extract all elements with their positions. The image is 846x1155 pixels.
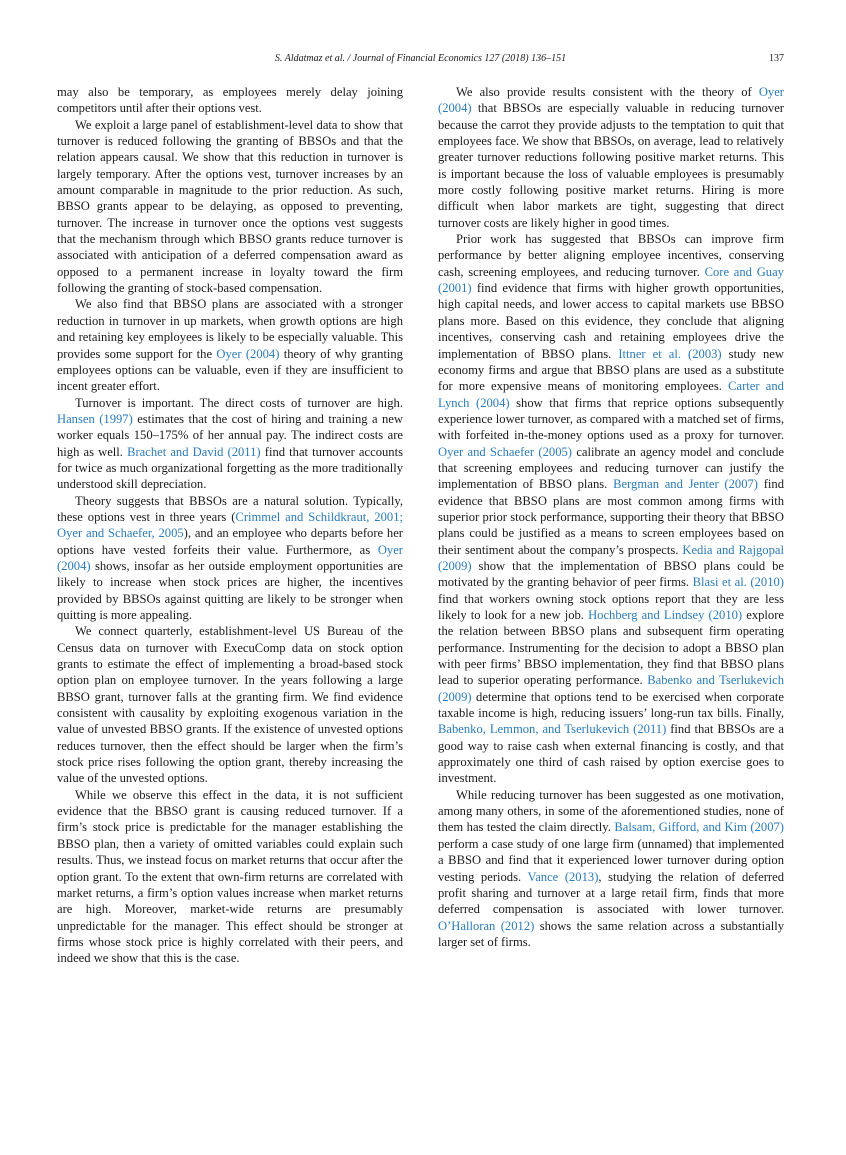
body-text: show that the implementation of BBSO plans could be motivated by the granting behavior of peer firms.: [438, 558, 784, 590]
body-text: find that workers owning stock options report that they are less likely to look for a new job.: [438, 591, 784, 622]
body-text: shows the same relation across a substantially larger set of firms.: [438, 918, 785, 949]
citation-link[interactable]: Carter and Lynch (2004): [438, 379, 784, 410]
body-text: find evidence that BBSO plans are most common among firms with superior prior stock performance, supporting their theory that BBSO plans could be justified as a means to screen employees based on their sentiment about the company’s prospects.: [438, 477, 785, 557]
right-column: [438, 84, 784, 950]
body-text: We also provide results consistent with the theory of: [456, 85, 759, 99]
body-text: shows, insofar as her outside employment opportunities are likely to increase when stock prices are higher, the incentives provided by BBSOs against quitting are likely to be stronger when quitting is more appealing.: [57, 558, 403, 622]
body-text: find that turnover accounts for twice as much organizational forgetting as the more traditionally understood skill depreciation.: [57, 444, 403, 492]
body-text: We also find that BBSO plans are associated with a stronger reduction in turnover in up markets, when growth options are high and retaining key employees is likely to be especially valuable. This provides some support for the: [57, 297, 403, 361]
body-text: , studying the relation of deferred profit sharing and turnover at a large retail firm, finds that more deferred compensation is associated with lower turnover.: [438, 869, 785, 917]
body-text: find that BBSOs are a good way to raise cash when external financing is costly, and that approximately one third of cash raised by option exercise goes to investment.: [438, 722, 784, 786]
citation-link[interactable]: Hochberg and Lindsey (2010): [588, 608, 743, 622]
citation-link[interactable]: Oyer (2004): [438, 85, 784, 116]
body-text: While we observe this effect in the data, it is not sufficient evidence that the BBSO grant is causing reduced turnover. If a firm’s stock price is predictable for the manager establishing the BBSO plan, then a variety of omitted variables could explain such results. Thus, we instead focus on market returns that occur after the option grant. To the extent that own-firm returns are correlated with market returns, a firm’s option values increase when market returns are high. Moreover, market-wide returns are presumably unpredictable for the manager. This effect should be stronger at firms whose stock price is highly correlated with their peers, and indeed we show that this is the case.: [57, 787, 403, 966]
citation-link[interactable]: O’Halloran (2012): [438, 918, 535, 933]
paragraph: [57, 493, 403, 624]
paragraph: [57, 395, 403, 493]
citation-link[interactable]: Kedia and Rajgopal (2009): [438, 542, 784, 573]
body-text: We connect quarterly, establishment-level US Bureau of the Census data on turnover with ExecuComp data on stock option grants to estimate the effect of implementing a broad-based stock option plan on employee turnover. In the years following a large BBSO grant, turnover falls at the granting firm. We find evidence consistent with causality by exploiting exogenous variation in the value of unvested BBSO grants. If the existence of unvested options reduces turnover, then the effect should be larger when the firm’s stock price rises following the option grant, thereby increasing the value of the unvested options.: [57, 624, 403, 786]
citation-link[interactable]: Oyer (2004): [57, 542, 403, 573]
body-text: determine that options tend to be exercised when corporate taxable income is high, reducing issuers’ long-run tax bills. Finally,: [438, 689, 784, 721]
body-text: Theory suggests that BBSOs are a natural solution. Typically, these options vest in three years (: [57, 493, 403, 524]
citation-link[interactable]: Vance (2013): [527, 869, 599, 884]
citation-link[interactable]: Hansen (1997): [57, 411, 133, 426]
citation-link[interactable]: Core and Guay (2001): [438, 264, 784, 296]
page-number: 137: [769, 53, 784, 64]
citation-link[interactable]: Ittner et al. (2003): [618, 346, 722, 361]
body-text: may also be temporary, as employees merely delay joining competitors until after their options vest.: [57, 85, 403, 116]
body-text: Prior work has suggested that BBSOs can improve firm performance by better aligning employee incentives, conserving cash, screening employees, and reducing turnover.: [438, 232, 784, 279]
body-text: that BBSOs are especially valuable in reducing turnover because the carrot they provide adjusts to the temptation to quit that employees face. We show that BBSOs, on average, lead to relatively greater turnover reductions following positive market returns. This is important because the loss of valuable employees is presumably more costly following positive market returns. Hiring is more difficult when labor markets are tight, suggesting that direct turnover costs are likely higher in good times.: [438, 101, 784, 230]
body-text: estimates that the cost of hiring and training a new worker equals 150–175% of her annual pay. The indirect costs are high as well.: [57, 411, 403, 459]
running-header: [57, 53, 784, 69]
paragraph: [57, 623, 403, 786]
citation-link[interactable]: Oyer (2004): [216, 346, 280, 361]
paragraph: [438, 84, 784, 231]
citation-link[interactable]: Crimmel and Schildkraut, 2001; Oyer and Schaefer, 2005: [57, 509, 403, 541]
paragraph: [438, 787, 784, 950]
citation-link[interactable]: Bergman and Jenter (2007): [613, 477, 758, 492]
paragraph: [57, 787, 403, 967]
paragraph: [57, 84, 403, 117]
body-text: theory of why granting employees options can be valuable, even if they are insufficient to incent greater effort.: [57, 346, 403, 394]
paragraph: [438, 231, 784, 787]
body-text: Turnover is important. The direct costs of turnover are high.: [75, 395, 403, 410]
paragraph: [57, 296, 403, 394]
citation-link[interactable]: Brachet and David (2011): [127, 444, 261, 459]
citation-link[interactable]: Balsam, Gifford, and Kim (2007): [614, 820, 784, 835]
body-text: We exploit a large panel of establishment-level data to show that turnover is reduced following the granting of BBSOs and that the relation appears causal. We show that this reduction in turnover is largely temporary. After the options vest, turnover increases by an amount comparable in magnitude to the prior reduction. As such, BBSO grants appear to be delaying, as opposed to preventing, turnover. The increase in turnover once the options vest suggests that the mechanism through which BBSO grants reduce turnover is associated with anticipation of a deferred compensation award as opposed to a permanent increase in loyalty toward the firm following the granting of stock-based compensation.: [57, 117, 403, 296]
body-text: calibrate an agency model and conclude that screening employees and reducing turnover can justify the implementation of BBSO plans.: [438, 444, 784, 492]
citation-link[interactable]: Blasi et al. (2010): [692, 575, 784, 590]
left-column: [57, 84, 403, 967]
body-text: study new economy firms and argue that BBSO plans are used as a substitute for more expensive means of monitoring employees.: [438, 346, 784, 394]
body-text: While reducing turnover has been suggested as one motivation, among many others, in some of the aforementioned studies, none of them has tested the claim directly.: [438, 787, 784, 835]
citation-link[interactable]: Oyer and Schaefer (2005): [438, 444, 572, 459]
body-text: explore the relation between BBSO plans and subsequent firm operating performance. Instrumenting for the decision to adopt a BBSO plan with peer firms’ BBSO implementation, they find that BBSO plans lead to superior operating performance.: [438, 608, 784, 688]
paragraph: [57, 117, 403, 297]
body-text: perform a case study of one large firm (unnamed) that implemented a BBSO and find that it experienced lower turnover during option vesting periods.: [438, 836, 784, 884]
citation-link[interactable]: Babenko, Lemmon, and Tserlukevich (2011): [438, 722, 667, 737]
body-text: find evidence that firms with higher growth opportunities, high capital needs, and lower access to capital markets use BBSO plans more. Based on this evidence, they conclude that aligning incentives, conserving cash and retaining employees drive the implementation of BBSO plans.: [438, 281, 784, 361]
citation-link[interactable]: Babenko and Tserlukevich (2009): [438, 673, 784, 704]
journal-citation: S. Aldatmaz et al. / Journal of Financial Economics 127 (2018) 136–151: [274, 53, 567, 64]
body-text: show that firms that reprice options subsequently experience lower turnover, as compared with a matched set of firms, with forfeited in-the-money options used as a proxy for turnover.: [438, 395, 785, 443]
body-text: ), and an employee who departs before her options have vested forfeits their value. Furthermore, as: [57, 526, 404, 557]
